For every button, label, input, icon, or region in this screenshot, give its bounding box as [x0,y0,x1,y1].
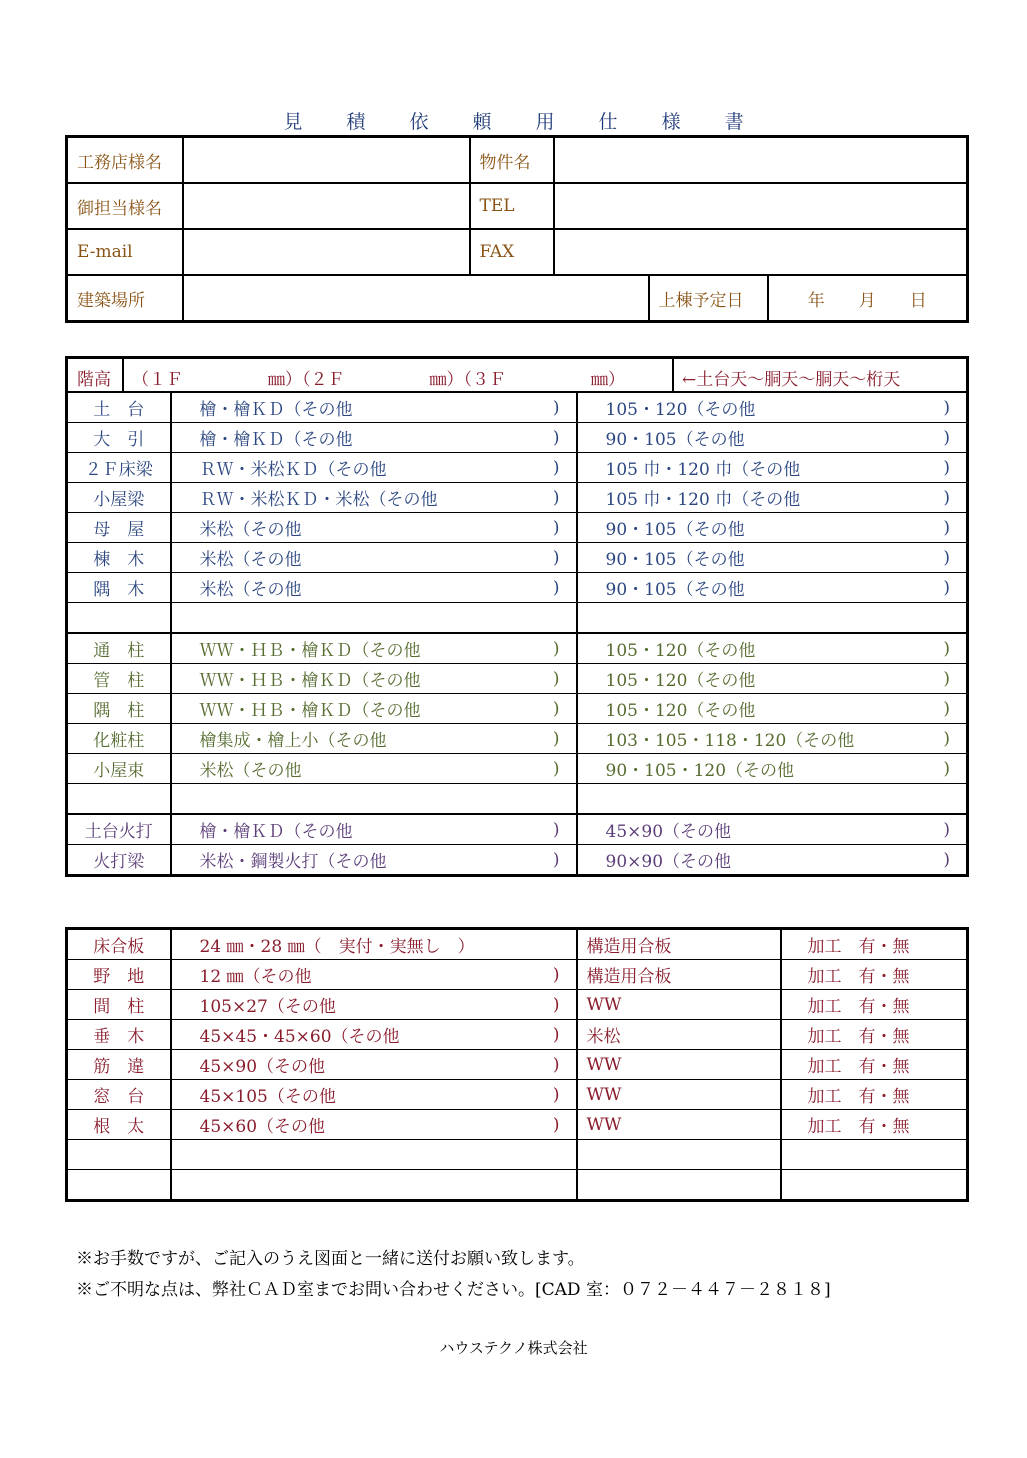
tantou-field[interactable] [183,183,470,229]
material-text: 米松（その他 [199,550,302,570]
close-paren: ) [943,488,950,508]
close-paren: ) [943,398,950,418]
basho-field[interactable] [183,275,649,322]
close-paren: ) [552,458,560,478]
material-text: ＷＷ・ＨＢ・檜ＫＤ（その他 [199,641,421,661]
close-paren: ) [943,759,950,779]
tel-label: TEL [470,183,554,229]
boards-spec-table [65,927,969,1202]
board-kakou[interactable]: 加工 有・無 [781,960,968,990]
table-row [67,543,968,573]
board-material: 構造用合板 [577,929,781,960]
member-size[interactable] [577,513,968,543]
table-row [67,1020,968,1050]
member-size[interactable] [577,543,968,573]
member-name: 火打梁 [67,845,171,876]
board-material: WW [577,1080,781,1110]
spec-text: 12 ㎜（その他 [199,967,312,987]
member-name: 隅 木 [67,573,171,603]
board-kakou[interactable]: 加工 有・無 [781,1080,968,1110]
close-paren: ) [943,850,950,870]
table-row [67,929,968,960]
close-paren: ) [552,488,560,508]
member-name: 母 屋 [67,513,171,543]
page-title: 見 積 依 頼 用 仕 様 書 [283,111,763,133]
close-paren: ) [552,1055,560,1075]
close-paren: ) [943,820,950,840]
board-spec[interactable] [171,1050,577,1080]
member-size[interactable] [577,694,968,724]
customer-info-form [65,135,969,323]
material-text: ＷＷ・ＨＢ・檜ＫＤ（その他 [199,671,421,691]
company-name: ハウステクノ株式会社 [439,1339,588,1357]
close-paren: ) [552,518,560,538]
fax-field[interactable] [554,229,968,275]
member-size[interactable] [577,845,968,876]
table-row [67,423,968,453]
spec-text: 45×60（その他 [199,1117,326,1137]
size-text: 105・120（その他 [605,671,756,691]
size-text: 90×90（その他 [605,852,732,872]
email-field[interactable] [183,229,470,275]
boards-rows [67,929,968,1140]
material-text: ＲＷ・米松ＫＤ・米松（その他 [199,490,438,510]
close-paren: ) [552,699,560,719]
tantou-label: 御担当様名 [67,183,183,229]
close-paren: ) [552,1085,560,1105]
table-row [67,1080,968,1110]
board-name: 床合板 [67,929,171,960]
board-material: WW [577,1110,781,1140]
board-name: 筋 違 [67,1050,171,1080]
member-material[interactable] [171,513,577,543]
size-text: 105・120（その他 [605,400,756,420]
table-row [67,392,968,423]
member-material[interactable] [171,664,577,694]
close-paren: ) [552,1115,560,1135]
board-name: 垂 木 [67,1020,171,1050]
material-text: 檜・檜ＫＤ（その他 [199,400,353,420]
size-text: 90・105・120（その他 [605,761,795,781]
member-name: 隅 柱 [67,694,171,724]
member-size[interactable] [577,724,968,754]
member-material[interactable] [171,543,577,573]
close-paren: ) [943,428,950,448]
material-text: 檜・檜ＫＤ（その他 [199,430,353,450]
member-size[interactable] [577,814,968,845]
table-row [67,1140,968,1170]
board-material: 米松 [577,1020,781,1050]
close-paren: ) [552,995,560,1015]
note-1: ※お手数ですが、ご記入のうえ図面と一緒に送付お願い致します。 [76,1249,585,1269]
table-row [67,960,968,990]
close-paren: ) [552,759,560,779]
member-size[interactable] [577,423,968,453]
close-paren: ) [943,669,950,689]
close-paren: ) [552,965,560,985]
member-name: 土 台 [67,392,171,423]
material-text: 米松・鋼製火打（その他 [199,852,387,872]
close-paren: ) [943,458,950,478]
spec-text: 24 ㎜・28 ㎜（ 実付・実無し ） [199,937,475,957]
board-name: 窓 台 [67,1080,171,1110]
board-kakou[interactable]: 加工 有・無 [781,929,968,960]
member-material[interactable] [171,754,577,784]
table-row [67,603,968,634]
board-material: WW [577,990,781,1020]
kaidaka-label: 階高 [77,370,111,390]
member-size[interactable] [577,392,968,423]
board-material: 構造用合板 [577,960,781,990]
spec-text: 45×45・45×60（その他 [199,1027,400,1047]
member-material[interactable] [171,483,577,513]
member-name: 大 引 [67,423,171,453]
member-size[interactable] [577,573,968,603]
member-size[interactable] [577,483,968,513]
size-text: 105 巾・120 巾（その他 [605,460,801,480]
size-text: 105 巾・120 巾（その他 [605,490,801,510]
member-material[interactable] [171,814,577,845]
member-size[interactable] [577,453,968,483]
size-text: 45×90（その他 [605,822,732,842]
member-name: 化粧柱 [67,724,171,754]
table-row [67,754,968,784]
kaidaka-floors[interactable]: （１Ｆ ㎜）（２Ｆ ㎜）（３Ｆ ㎜） [132,370,625,390]
close-paren: ) [552,639,560,659]
size-text: 103・105・118・120（その他 [605,731,855,751]
kaidaka-note: ←土台天～胴天～胴天～桁天 [682,370,901,390]
email-label: E-mail [67,229,183,275]
board-kakou[interactable]: 加工 有・無 [781,990,968,1020]
joutou-label: 上棟予定日 [649,275,768,322]
member-material[interactable] [171,845,577,876]
board-spec[interactable] [171,1110,577,1140]
koumuten-label: 工務店様名 [67,137,183,184]
board-name: 間 柱 [67,990,171,1020]
joutou-date-field[interactable]: 年 月 日 [768,275,968,322]
member-material[interactable] [171,453,577,483]
member-name: 通 柱 [67,633,171,664]
table-row [67,1110,968,1140]
board-spec[interactable] [171,1020,577,1050]
close-paren: ) [552,669,560,689]
members-group-2 [67,633,968,784]
note-2: ※ご不明な点は、弊社ＣＡＤ室までお問い合わせください。[CAD 室：０７２－４４７－２８１８] [76,1280,831,1300]
member-name: ２Ｆ床梁 [67,453,171,483]
bukken-label: 物件名 [470,137,554,184]
member-name: 小屋梁 [67,483,171,513]
board-spec[interactable] [171,960,577,990]
close-paren: ) [943,729,950,749]
table-row [67,664,968,694]
board-spec[interactable] [171,990,577,1020]
bukken-field[interactable] [554,137,968,184]
size-text: 90・105（その他 [605,520,745,540]
basho-label: 建築場所 [67,275,183,322]
table-row [67,453,968,483]
table-row [67,694,968,724]
material-text: ＷＷ・ＨＢ・檜ＫＤ（その他 [199,701,421,721]
close-paren: ) [552,729,560,749]
board-name: 野 地 [67,960,171,990]
close-paren: ) [552,578,560,598]
member-name: 小屋束 [67,754,171,784]
close-paren: ) [943,639,950,659]
close-paren: ) [552,1025,560,1045]
member-material[interactable] [171,633,577,664]
size-text: 90・105（その他 [605,580,745,600]
board-spec[interactable] [171,1080,577,1110]
member-name: 管 柱 [67,664,171,694]
material-text: 米松（その他 [199,761,302,781]
material-text: 米松（その他 [199,580,302,600]
member-material[interactable] [171,573,577,603]
member-size[interactable] [577,754,968,784]
spec-text: 45×90（その他 [199,1057,326,1077]
member-size[interactable] [577,633,968,664]
table-row [67,1050,968,1080]
close-paren: ) [552,398,560,418]
close-paren: ) [552,850,560,870]
members-group-1 [67,392,968,603]
member-size[interactable] [577,664,968,694]
table-row [67,633,968,664]
board-kakou[interactable]: 加工 有・無 [781,1110,968,1140]
member-material[interactable] [171,423,577,453]
material-text: 檜集成・檜上小（その他 [199,731,387,751]
table-row [67,814,968,845]
members-group-3 [67,814,968,876]
close-paren: ) [552,428,560,448]
close-paren: ) [552,820,560,840]
material-text: 米松（その他 [199,520,302,540]
close-paren: ) [943,578,950,598]
size-text: 90・105（その他 [605,430,745,450]
board-material: WW [577,1050,781,1080]
board-name: 根 太 [67,1110,171,1140]
members-spec-table [65,356,969,877]
fax-label: FAX [470,229,554,275]
table-row [67,483,968,513]
board-kakou[interactable]: 加工 有・無 [781,1020,968,1050]
member-material[interactable] [171,694,577,724]
table-row [67,1170,968,1201]
spec-text: 45×105（その他 [199,1087,336,1107]
table-row [67,784,968,815]
board-spec[interactable] [171,929,577,960]
table-row [67,724,968,754]
table-row [67,573,968,603]
material-text: ＲＷ・米松ＫＤ（その他 [199,460,387,480]
close-paren: ) [552,548,560,568]
member-material[interactable] [171,392,577,423]
member-material[interactable] [171,724,577,754]
size-text: 90・105（その他 [605,550,745,570]
tel-field[interactable] [554,183,968,229]
close-paren: ) [943,548,950,568]
board-kakou[interactable]: 加工 有・無 [781,1050,968,1080]
close-paren: ) [943,518,950,538]
spec-text: 105×27（その他 [199,997,336,1017]
member-name: 棟 木 [67,543,171,573]
close-paren: ) [943,699,950,719]
size-text: 105・120（その他 [605,701,756,721]
table-row [67,845,968,876]
table-row [67,990,968,1020]
table-row [67,513,968,543]
member-name: 土台火打 [67,814,171,845]
koumuten-field[interactable] [183,137,470,184]
material-text: 檜・檜ＫＤ（その他 [199,822,353,842]
size-text: 105・120（その他 [605,641,756,661]
